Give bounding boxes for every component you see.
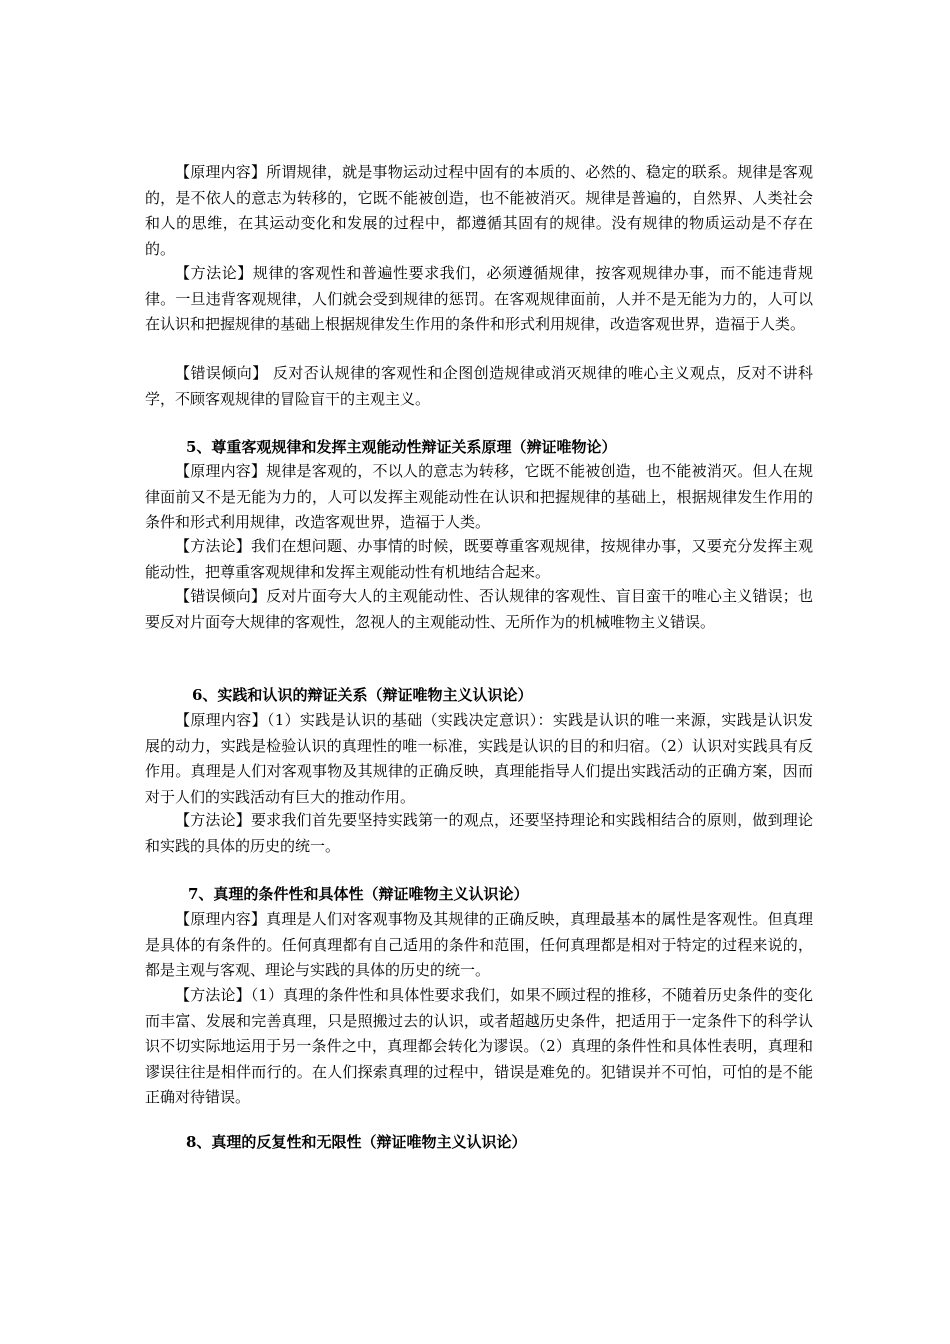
section5-error-paragraph: 【错误倾向】反对片面夸大人的主观能动性、否认规律的客观性、盲目蛮干的唯心主义错误；也要反对片面夸大规律的客观性，忽视人的主观能动性、无所作为的机械唯物主义错误。 bbox=[145, 587, 813, 631]
section7-heading: 7、真理的条件性和具体性（辩证唯物主义认识论） bbox=[188, 885, 529, 903]
section7-method-paragraph: 【方法论】（1）真理的条件性和具体性要求我们，如果不顾过程的推移，不随着历史条件的变化而丰富、发展和完善真理，只是照搬过去的认识，或者超越历史条件，把适用于一定条件下的科学认识不切实际地运用于另一条件之中，真理都会转化为谬误。（2）真理的条件性和具体性表明，真理和谬误往往是相伴而行的。在人们探索真理的过程中，错误是难免的。犯错误并不可怕，可怕的是不能正确对待错误。 bbox=[145, 986, 813, 1106]
section8-heading: 8、真理的反复性和无限性（辩证唯物主义认识论） bbox=[186, 1133, 527, 1151]
section6-method-paragraph: 【方法论】要求我们首先要坚持实践第一的观点，还要坚持理论和实践相结合的原则，做到理论和实践的具体的历史的统一。 bbox=[145, 811, 813, 855]
section5-method-paragraph: 【方法论】我们在想问题、办事情的时候，既要尊重客观规律，按规律办事，又要充分发挥主观能动性，把尊重客观规律和发挥主观能动性有机地结合起来。 bbox=[145, 537, 813, 581]
section5-heading: 5、尊重客观规律和发挥主观能动性辩证关系原理（辨证唯物论） bbox=[186, 438, 617, 456]
section5-principle-paragraph: 【原理内容】规律是客观的，不以人的意志为转移，它既不能被创造，也不能被消灭。但人在规律面前又不是无能为力的，人可以发挥主观能动性在认识和把握规律的基础上，根据规律发生作用的条件和形式利用规律，改造客观世界，造福于人类。 bbox=[145, 462, 813, 531]
section6-principle-paragraph: 【原理内容】（1）实践是认识的基础（实践决定意识）：实践是认识的唯一来源，实践是认识发展的动力，实践是检验认识的真理性的唯一标准，实践是认识的目的和归宿。（2）认识对实践具有反作用。真理是人们对客观事物及其规律的正确反映，真理能指导人们提出实践活动的正确方案，因而对于人们的实践活动有巨大的推动作用。 bbox=[145, 711, 813, 806]
section7-principle-paragraph: 【原理内容】真理是人们对客观事物及其规律的正确反映，真理最基本的属性是客观性。但真理是具体的有条件的。任何真理都有自己适用的条件和范围，任何真理都是相对于特定的过程来说的，都是主观与客观、理论与实践的具体的历史的统一。 bbox=[145, 910, 813, 979]
block1-method-paragraph: 【方法论】规律的客观性和普遍性要求我们，必须遵循规律，按客观规律办事，而不能违背规律。一旦违背客观规律，人们就会受到规律的惩罚。在客观规律面前，人并不是无能为力的，人可以在认识和把握规律的基础上根据规律发生作用的条件和形式利用规律，改造客观世界，造福于人类。 bbox=[145, 264, 813, 333]
block1-error-paragraph: 【错误倾向】 反对否认规律的客观性和企图创造规律或消灭规律的唯心主义观点，反对不讲科学，不顾客观规律的冒险盲干的主观主义。 bbox=[145, 364, 813, 408]
block1-principle-paragraph: 【原理内容】所谓规律，就是事物运动过程中固有的本质的、必然的、稳定的联系。规律是客观的，是不依人的意志为转移的，它既不能被创造，也不能被消灭。规律是普遍的，自然界、人类社会和人的思维，在其运动变化和发展的过程中，都遵循其固有的规律。没有规律的物质运动是不存在的。 bbox=[145, 163, 813, 258]
section6-heading: 6、实践和认识的辩证关系（辩证唯物主义认识论） bbox=[192, 686, 533, 704]
